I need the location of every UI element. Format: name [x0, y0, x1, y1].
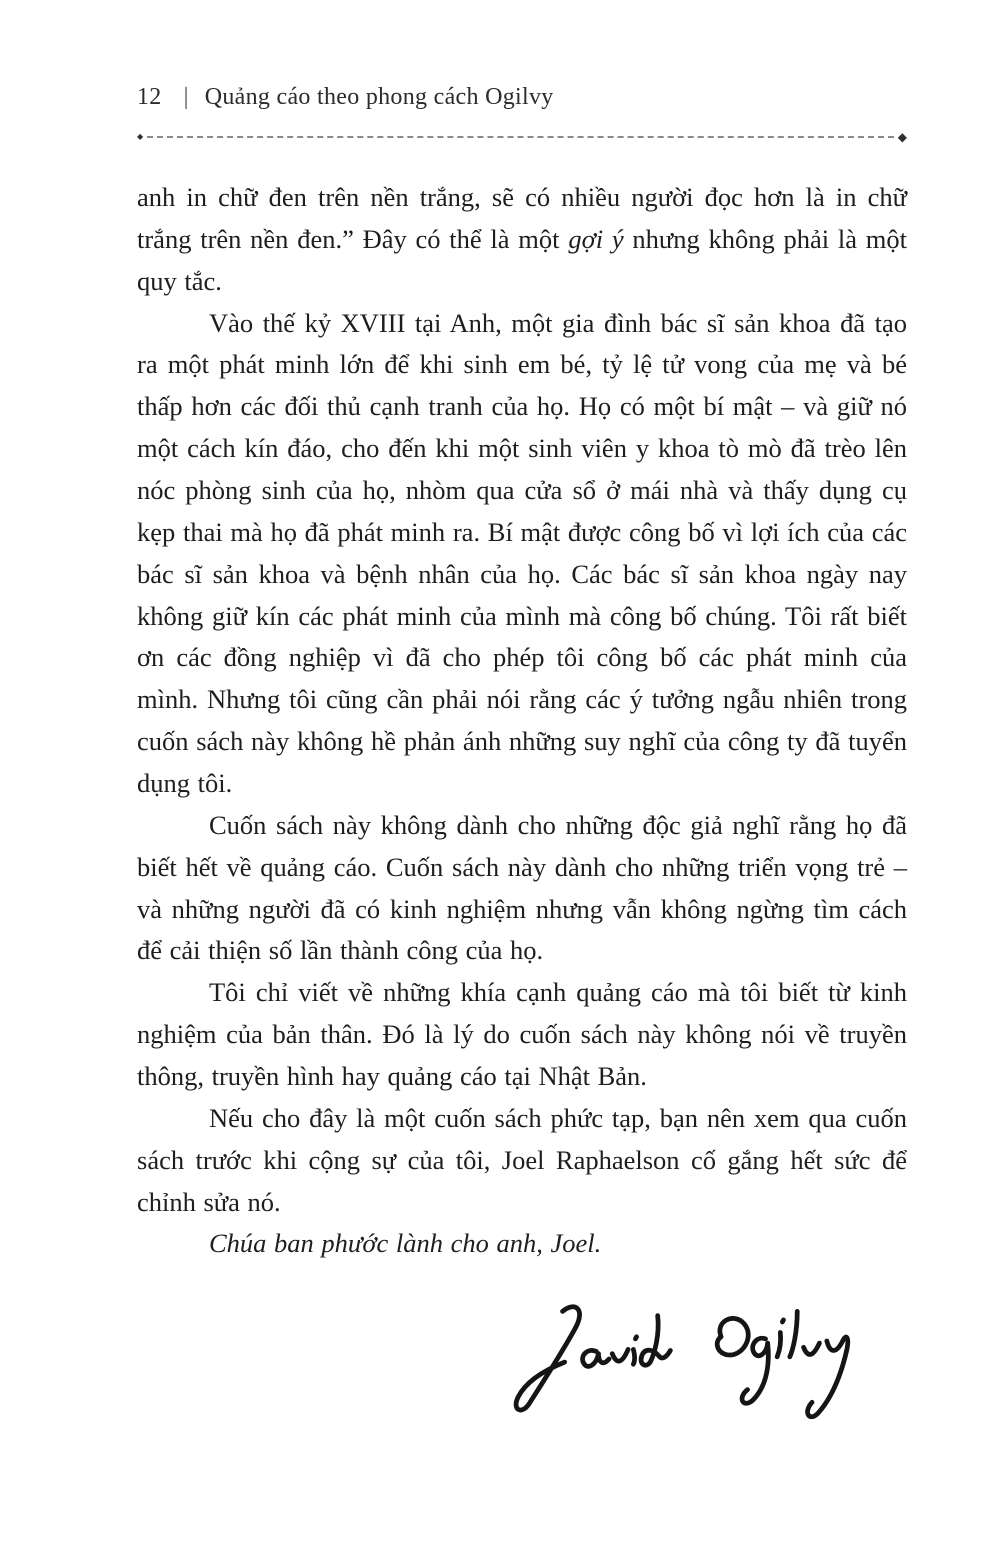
page-number: 12	[137, 84, 162, 110]
signature-stroke	[633, 1350, 634, 1365]
signature-stroke	[790, 1312, 797, 1357]
signature-stroke	[782, 1320, 783, 1322]
body-paragraph-3: Tôi chỉ viết về những khía cạnh quảng cáo mà tôi biết từ kinh nghiệm của bản thân. Đó là lý do cuốn sách này không nói về truyền thông, truyền hình hay quảng cáo tại Nhật Bản.	[137, 977, 907, 1092]
page-body	[137, 177, 907, 1265]
signature-stroke	[777, 1333, 780, 1357]
page-header	[137, 84, 907, 111]
paragraph-text: nhưng không phải là một quy tắc.	[137, 223, 907, 296]
signature-stroke	[804, 1343, 820, 1354]
signature-stroke	[583, 1351, 609, 1367]
signature-david-ogilvy	[497, 1295, 867, 1425]
signature-stroke	[612, 1350, 628, 1362]
signature-stroke	[635, 1337, 636, 1339]
signature-handwriting	[497, 1295, 867, 1425]
running-title: Quảng cáo theo phong cách Ogilvy	[204, 84, 554, 110]
signature-stroke	[717, 1319, 748, 1356]
body-paragraph-4: Nếu cho đây là một cuốn sách phức tạp, bạn nên xem qua cuốn sách trước khi cộng sự của tôi, Joel Raphaelson cố gắng hết sức để chỉnh sửa nó.	[137, 1102, 907, 1217]
signature-stroke	[516, 1307, 579, 1410]
rule-left-diamond-icon: ◆	[137, 132, 144, 141]
rule-right-diamond-icon: ◆	[897, 130, 907, 144]
body-paragraph-opening	[137, 177, 907, 303]
body-paragraph-2: Cuốn sách này không dành cho những độc giả nghĩ rằng họ đã biết hết về quảng cáo. Cuốn sách này dành cho những triển vọng trẻ – và những người đã có kinh nghiệm nhưng vẫn không ngừng tìm cách để cải thiện số lần thành công của họ.	[137, 809, 907, 966]
header-separator: |	[183, 84, 189, 110]
closing-line: Chúa ban phước lành cho anh, Joel.	[209, 1228, 602, 1259]
italic-phrase: gợi ý	[568, 223, 624, 254]
body-paragraph-1: Vào thế kỷ XVIII tại Anh, một gia đình bác sĩ sản khoa đã tạo ra một phát minh lớn để khi sinh em bé, tỷ lệ tử vong của mẹ và bé thấp hơn các đối thủ cạnh tranh của họ. Họ có một bí mật – và giữ nó một cách kín đáo, cho đến khi một sinh viên y khoa tò mò đã trèo lên nóc phòng sinh của họ, nhòm qua cửa sổ ở mái nhà và thấy dụng cụ kẹp thai mà họ đã phát minh ra. Bí mật được công bố vì lợi ích của các bác sĩ sản khoa và bệnh nhân của họ. Các bác sĩ sản khoa ngày nay không giữ kín các phát minh của mình mà công bố chúng. Tôi rất biết ơn các đồng nghiệp vì đã cho phép tôi công bố các phát minh của mình. Nhưng tôi cũng cần phải nói rằng các ý tưởng ngẫu nhiên trong cuốn sách này không hề phản ánh những suy nghĩ của công ty đã tuyển dụng tôi.	[137, 307, 907, 799]
signature-stroke	[641, 1316, 670, 1366]
paragraph-text: anh in chữ đen trên nền trắng, sẽ có nhiều người đọc hơn là in chữ trắng trên nền đen.” Đây có thể là một	[137, 182, 907, 254]
dashed-rule	[137, 131, 907, 143]
rule-dashes	[147, 136, 894, 138]
